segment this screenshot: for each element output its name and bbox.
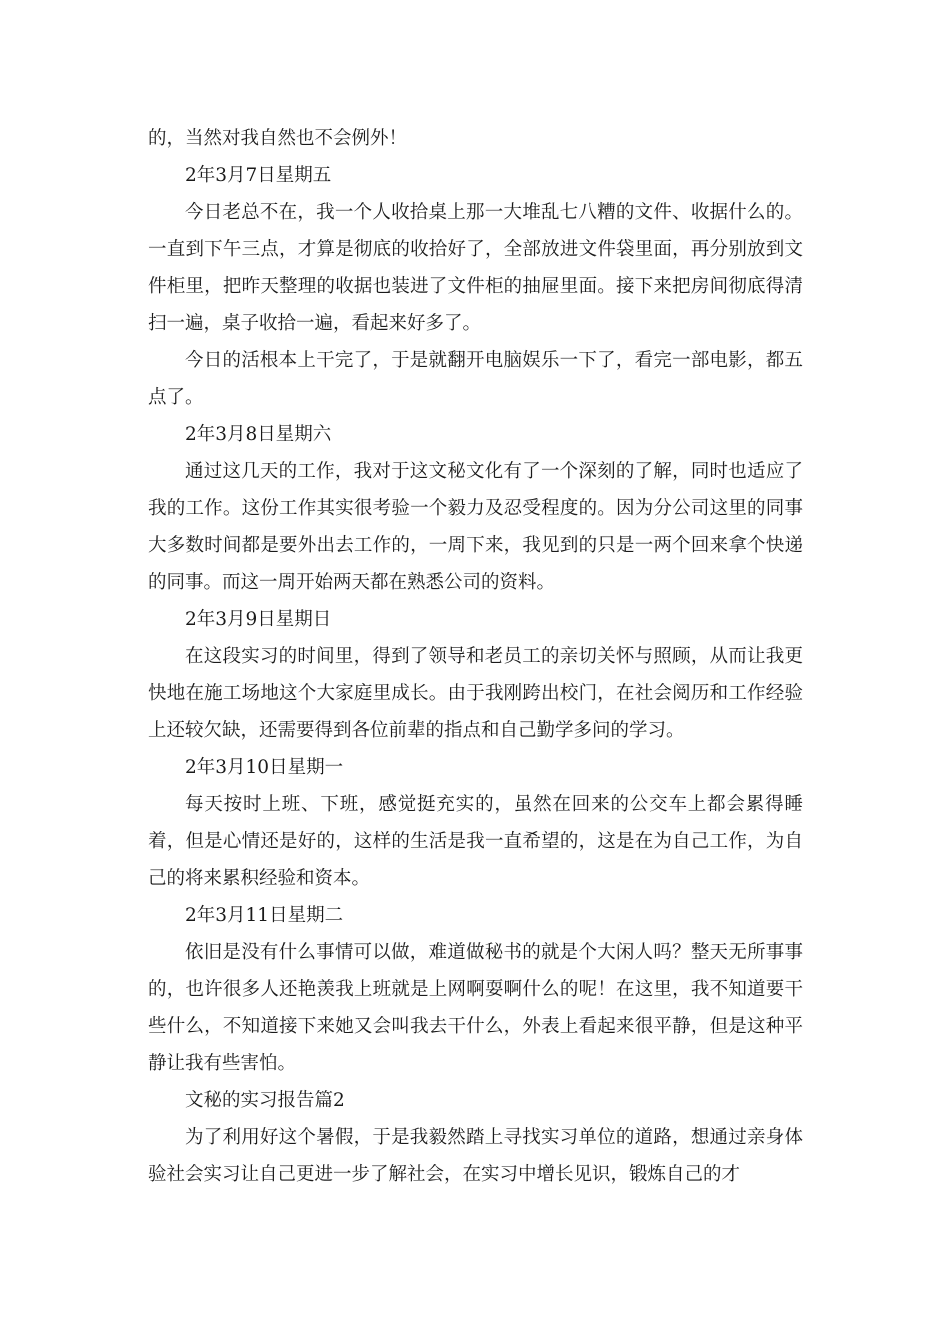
paragraph: 今日老总不在，我一个人收拾桌上那一大堆乱七八糟的文件、收据什么的。一直到下午三点，才算是彻底的收拾好了，全部放进文件袋里面，再分别放到文件柜里，把昨天整理的收据也装进了文件柜的抽屉里面。接下来把房间彻底得清扫一遍，桌子收拾一遍，看起来好多了。 <box>148 202 803 334</box>
paragraph: 依旧是没有什么事情可以做，难道做秘书的就是个大闲人吗？整天无所事事的，也许很多人还艳羡我上班就是上网啊耍啊什么的呢！在这里，我不知道要干些什么，不知道接下来她又会叫我去干什么，外表上看起来很平静，但是这种平静让我有些害怕。 <box>148 942 803 1074</box>
diary-date-heading: 2年3月7日星期五 <box>185 165 332 186</box>
paragraph: 在这段实习的时间里，得到了领导和老员工的亲切关怀与照顾，从而让我更快地在施工场地这个大家庭里成长。由于我刚跨出校门，在社会阅历和工作经验上还较欠缺，还需要得到各位前辈的指点和自己勤学多问的学习。 <box>148 646 803 741</box>
paragraph-continuation: 的，当然对我自然也不会例外！ <box>148 128 408 149</box>
section-heading: 文秘的实习报告篇2 <box>185 1090 345 1111</box>
paragraph: 今日的活根本上干完了，于是就翻开电脑娱乐一下了，看完一部电影，都五点了。 <box>148 350 803 408</box>
diary-date-heading: 2年3月8日星期六 <box>185 424 332 445</box>
document-body <box>148 120 803 1193</box>
paragraph: 为了利用好这个暑假，于是我毅然踏上寻找实习单位的道路，想通过亲身体验社会实习让自己更进一步了解社会，在实习中增长见识，锻炼自己的才 <box>148 1127 803 1185</box>
diary-date-heading: 2年3月11日星期二 <box>185 905 344 926</box>
diary-date-heading: 2年3月10日星期一 <box>185 757 344 778</box>
diary-date-heading: 2年3月9日星期日 <box>185 609 332 630</box>
paragraph: 通过这几天的工作，我对于这文秘文化有了一个深刻的了解，同时也适应了我的工作。这份工作其实很考验一个毅力及忍受程度的。因为分公司这里的同事大多数时间都是要外出去工作的，一周下来，我见到的只是一两个回来拿个快递的同事。而这一周开始两天都在熟悉公司的资料。 <box>148 461 803 593</box>
paragraph: 每天按时上班、下班，感觉挺充实的，虽然在回来的公交车上都会累得睡着，但是心情还是好的，这样的生活是我一直希望的，这是在为自己工作，为自己的将来累积经验和资本。 <box>148 794 803 889</box>
